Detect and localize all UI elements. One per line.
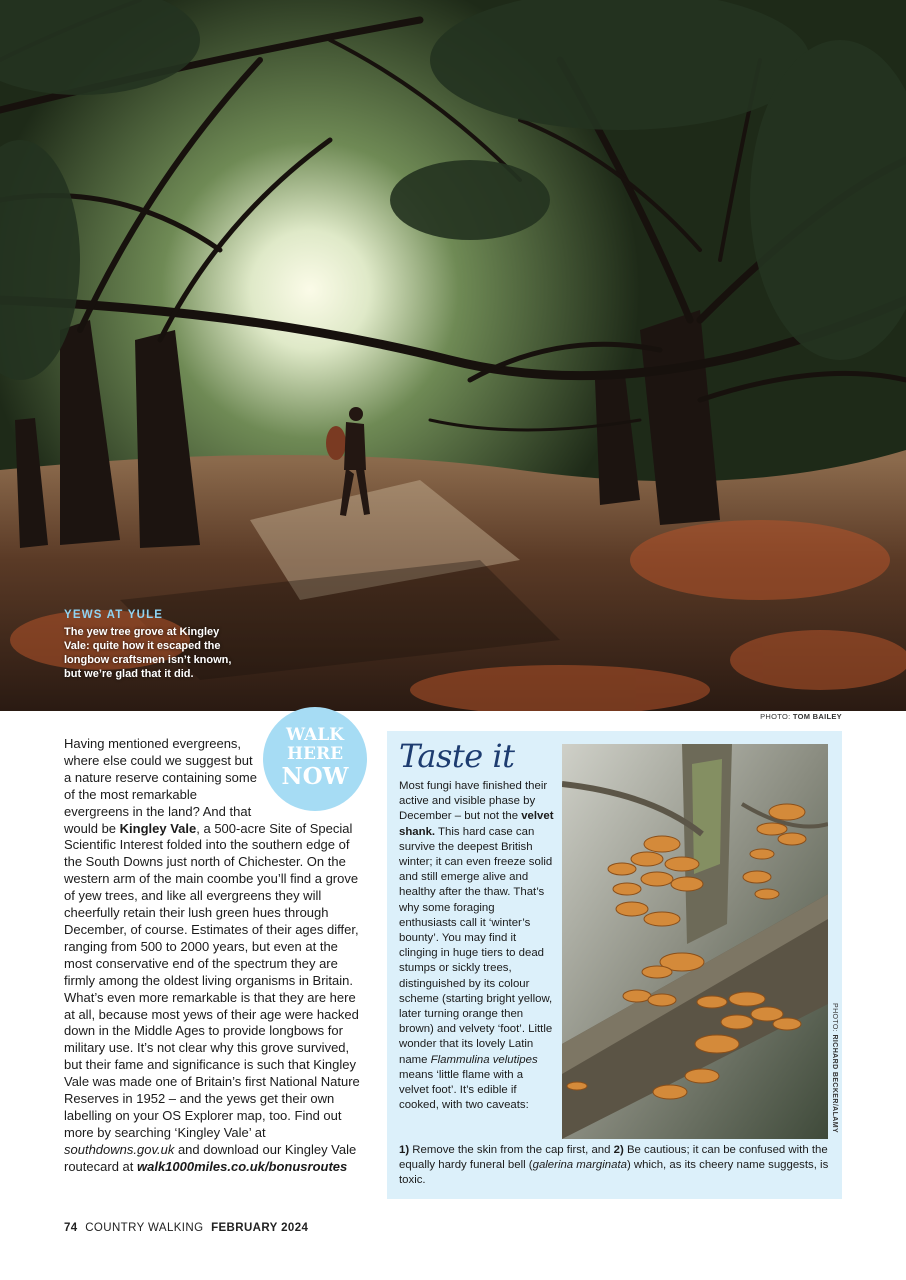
sidebar-text: Most fungi have finished their active and visible phase by December – but not the velvet shank. This hard case can survive the deepest British winter; it can even freeze solid and still emerge alive and healthy after the thaw. That’s why some foraging enthusiasts call it ‘winter’s bounty’. You may find it clinging in huge tiers to dead stumps or sickly trees, distinguished by its colour scheme (starting bright yellow, later turning orange then brown) and velvety ‘foot’. Little wonder that its lovely Latin name Flammulina velutipes means ‘little flame with a velvet foot’. It’s edible if cooked, with two caveats: xyxy=(399,780,554,1112)
velvet-shank-term: velvet shank. xyxy=(399,810,554,838)
page-number: 74 xyxy=(64,1222,78,1234)
latin-name-2: galerina marginata xyxy=(532,1159,627,1172)
caption-text: The yew tree grove at Kingley Vale: quite how it escaped the longbow craftsmen isn’t known, but we’re glad that it did. xyxy=(64,626,232,680)
hero-photo-credit: PHOTO: TOM BAILEY xyxy=(760,712,842,721)
badge-line-1: WALK xyxy=(286,725,344,745)
velvet-shank-photo xyxy=(562,744,828,1139)
place-name: Kingley Vale xyxy=(119,820,197,836)
southdowns-link[interactable]: southdowns.gov.uk xyxy=(64,1141,175,1157)
fungi-photo xyxy=(562,744,828,1139)
badge-float-spacer xyxy=(260,734,364,814)
photo-caption xyxy=(64,609,234,681)
taste-it-sidebar xyxy=(387,731,842,1199)
sidebar-caveats: 1) Remove the skin from the cap first, and 2) Be cautious; it can be confused with the equally hardy funeral bell (galerina marginata) which, as its cheery name suggests, is toxic. xyxy=(399,1144,829,1187)
sidebar-title: Taste it xyxy=(399,737,515,775)
caption-title: YEWS AT YULE xyxy=(64,609,164,621)
fungi-photo-credit: PHOTO: RICHARD BECKER/ALAMY xyxy=(831,1003,838,1134)
article-paragraph: Having mentioned evergreens, where else could we suggest but a nature reserve containing some of the most remarkable evergreens in the land? And that would be Kingley Vale, a 500-acre Site of Special Scientific Interest folded into the southern edge of the South Downs just north of Chichester. On the western arm of the main coombe you’ll find a grove of yew trees, and like all evergreens they will cheerfully retain their lush green hues through December, of course. Estimates of their ages differ, ranging from 500 to 2000 years, but even at the most conservative end of the spectrum they are firmly among the oldest living organisms in Britain. What’s even more remarkable is that they are here at all, because most yews of their age were hacked down in the Middle Ages to provide longbows for military use. It’s not clear why this grove survived, but their fame and significance is such that Kingley Vale was made one of Britain’s first National Nature Reserves in 1952 – and the yews get their own labelling on your OS Explorer map, too. Find out more by searching ‘Kingley Vale’ at southdowns.gov.uk and download our Kingley Vale routecard at walk1000miles.co.uk/bonusroutes xyxy=(64,736,364,1176)
magazine-name: COUNTRY WALKING xyxy=(85,1222,204,1234)
routecard-link[interactable]: walk1000miles.co.uk/bonusroutes xyxy=(137,1158,348,1174)
page-footer xyxy=(64,1222,308,1234)
badge-line-3: NOW xyxy=(281,763,349,790)
badge-line-2: HERE xyxy=(286,744,344,764)
article-body xyxy=(64,736,364,1176)
latin-name: Flammulina velutipes xyxy=(430,1053,538,1066)
issue-date: FEBRUARY 2024 xyxy=(211,1222,309,1234)
